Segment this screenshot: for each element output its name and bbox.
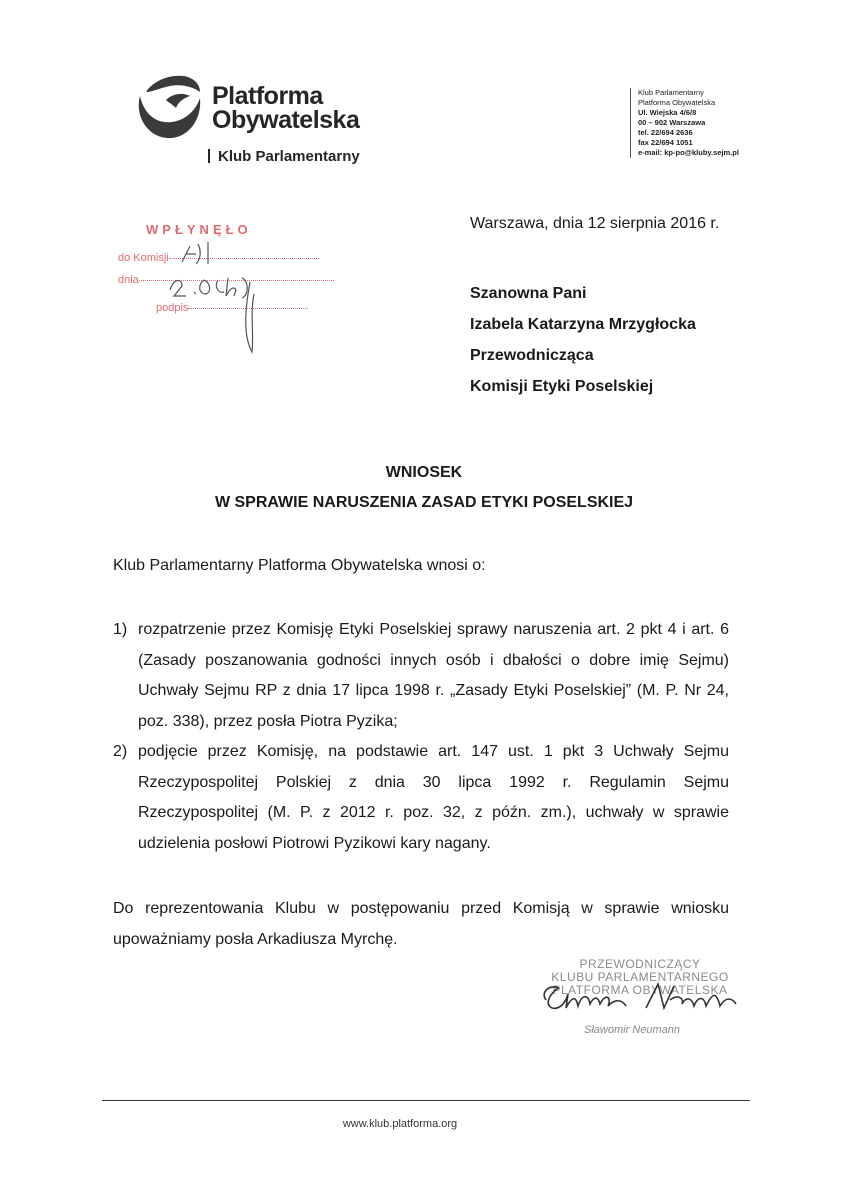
stamp-title: WPŁYNĘŁO <box>146 222 252 237</box>
stamp-date-label: dnia <box>118 274 139 286</box>
contact-address: Ul. Wiejska 4/6/8 <box>638 108 697 117</box>
contact-email: e-mail: kp-po@kluby.sejm.pl <box>638 148 739 157</box>
addressee-block <box>470 278 696 402</box>
addressee-name: Izabela Katarzyna Mrzygłocka <box>470 316 696 333</box>
request-item <box>113 615 729 739</box>
signature-club: KLUBU PARLAMENTARNEGO <box>551 970 729 984</box>
logo-wordmark <box>212 84 359 132</box>
addressee-committee: Komisji Etyki Poselskiej <box>470 378 654 395</box>
signature-party: PLATFORMA OBYWATELSKA <box>552 983 728 997</box>
footer-website-link[interactable]: www.klub.platforma.org <box>342 1118 458 1130</box>
signatory-name: Sławomir Neumann <box>584 1024 680 1036</box>
request-item <box>113 737 729 861</box>
closing-paragraph: Do reprezentowania Klubu w postępowaniu przed Komisją w sprawie wniosku upoważniamy posła Arkadiusza Myrchę. <box>113 900 729 948</box>
item-text: rozpatrzenie przez Komisję Etyki Poselskiej sprawy naruszenia art. 2 pkt 4 i art. 6 (Zasady poszanowania godności innych osób i dbałości o dobre imię Sejmu) Uchwały Sejmu RP z dnia 17 lipca 1998 r. „Zasady Etyki Poselskiej” (M. P. Nr 24, poz. 338), przez posła Piotra Pyzika; <box>138 621 729 730</box>
contact-line-2: Platforma Obywatelska <box>638 98 716 107</box>
title-line-1: WNIOSEK <box>385 464 463 481</box>
intro-paragraph: Klub Parlamentarny Platforma Obywatelska wnosi o: <box>113 557 486 574</box>
contact-block <box>630 88 739 158</box>
handwritten-annotation-icon <box>138 234 368 364</box>
item-number: 1) <box>113 621 128 638</box>
received-stamp <box>118 222 348 342</box>
logo-club-label <box>208 148 360 165</box>
platforma-logo-icon <box>132 70 208 142</box>
item-number: 2) <box>113 743 128 760</box>
signature-title: PRZEWODNICZĄCY <box>579 957 701 971</box>
addressee-position: Przewodnicząca <box>470 347 594 364</box>
title-line-2: W SPRAWIE NARUSZENIA ZASAD ETYKI POSELSKIEJ <box>214 494 634 511</box>
contact-line-1: Klub Parlamentarny <box>638 88 704 97</box>
logo-line-2: Obywatelska <box>212 106 360 134</box>
footer-divider <box>102 1100 750 1101</box>
contact-fax: fax 22/694 1051 <box>638 138 693 147</box>
stamp-to-label: do Komisji <box>118 252 169 264</box>
contact-postcode: 00 – 902 Warszawa <box>638 118 706 127</box>
document-title <box>0 458 848 518</box>
contact-phone: tel. 22/694 2636 <box>638 128 693 137</box>
logo-line-1: Platforma <box>212 82 323 110</box>
club-label-text: Klub Parlamentarny <box>218 148 360 165</box>
addressee-salutation: Szanowna Pani <box>470 285 587 302</box>
divider-bar <box>208 149 210 163</box>
item-text: podjęcie przez Komisję, na podstawie art. 147 ust. 1 pkt 3 Uchwały Sejmu Rzeczypospolitej Polskiej z dnia 30 lipca 1992 r. Regulamin Sejmu Rzeczypospolitej (M. P. z 2012 r. poz. 32, z późn. zm.), uchwały w sprawie udzielenia posłowi Piotrowi Pyzikowi kary nagany. <box>138 743 729 852</box>
letter-date: Warszawa, dnia 12 sierpnia 2016 r. <box>470 215 720 232</box>
handwritten-signature-icon <box>536 978 742 1014</box>
stamp-sign-label: podpis <box>156 302 189 314</box>
